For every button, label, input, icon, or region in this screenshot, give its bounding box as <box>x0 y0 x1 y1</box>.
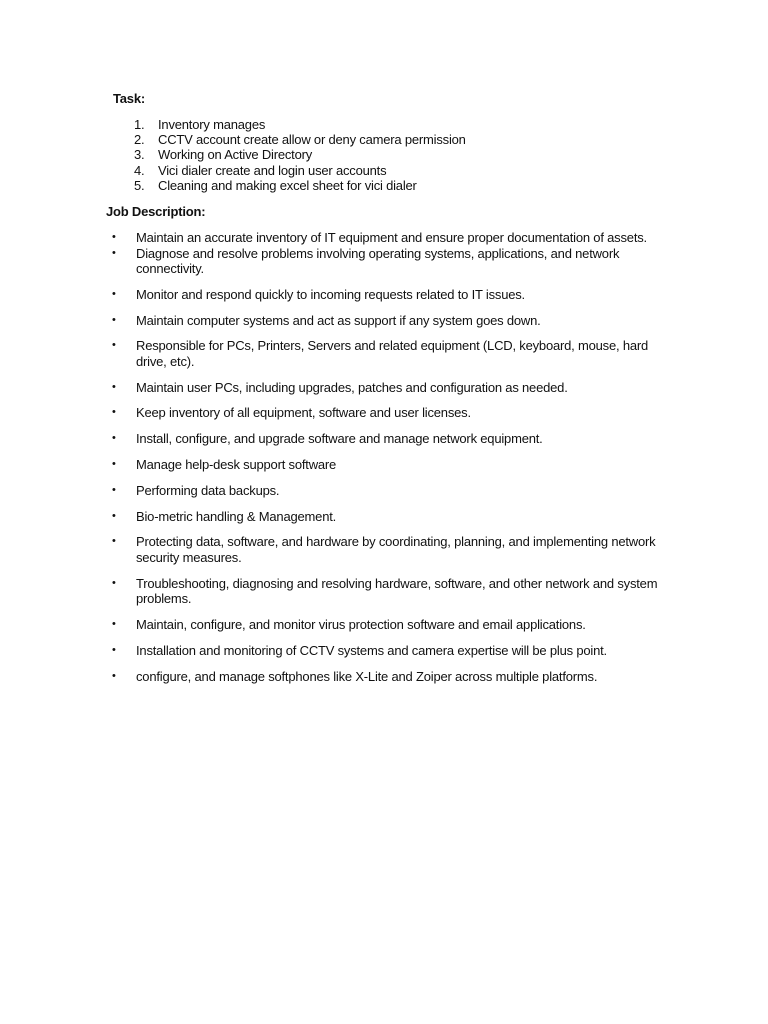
bullet-icon: • <box>112 618 116 631</box>
list-item-text: Performing data backups. <box>136 482 280 498</box>
list-item <box>110 576 670 607</box>
list-item <box>110 246 670 277</box>
bullet-icon: • <box>112 643 116 656</box>
bullet-icon: • <box>112 380 116 393</box>
task-list <box>134 117 466 193</box>
task-text: Cleaning and making excel sheet for vici dialer <box>158 177 417 193</box>
bullet-icon: • <box>112 458 116 471</box>
task-number: 5. <box>134 177 145 193</box>
list-item-text: Bio-metric handling & Management. <box>136 508 337 524</box>
list-item-text: Maintain computer systems and act as support if any system goes down. <box>136 312 541 328</box>
list-item-text: Monitor and respond quickly to incoming requests related to IT issues. <box>136 286 525 302</box>
list-item-text: Keep inventory of all equipment, software and user licenses. <box>136 405 471 421</box>
list-item <box>110 669 670 685</box>
task-text: Vici dialer create and login user accounts <box>158 162 387 178</box>
list-item <box>110 405 670 421</box>
task-number: 3. <box>134 147 145 163</box>
bullet-icon: • <box>112 669 116 682</box>
job-description-heading: Job Description: <box>106 204 206 219</box>
list-item <box>110 509 670 525</box>
list-item <box>110 338 670 369</box>
list-item-text: Maintain, configure, and monitor virus protection software and email applications. <box>136 617 586 633</box>
bullet-icon: • <box>112 313 116 326</box>
list-item <box>110 230 670 246</box>
list-item <box>110 313 670 329</box>
list-item <box>110 457 670 473</box>
bullet-icon: • <box>112 246 116 259</box>
bullet-icon: • <box>112 432 116 445</box>
list-item <box>110 534 670 565</box>
job-description-list <box>110 230 670 694</box>
list-item-text: Maintain user PCs, including upgrades, patches and configuration as needed. <box>136 379 568 395</box>
bullet-icon: • <box>112 483 116 496</box>
list-item-text: Responsible for PCs, Printers, Servers and related equipment (LCD, keyboard, mouse, hard drive, etc). <box>136 338 649 369</box>
task-number: 4. <box>134 162 145 178</box>
bullet-icon: • <box>112 287 116 300</box>
bullet-icon: • <box>112 339 116 352</box>
list-item-text: Diagnose and resolve problems involving operating systems, applications, and network connectivity. <box>136 245 620 276</box>
task-item <box>134 178 466 193</box>
task-item <box>134 147 466 162</box>
list-item-text: Protecting data, software, and hardware by coordinating, planning, and implementing network security measures. <box>136 534 656 565</box>
list-item <box>110 287 670 303</box>
list-item-text: Installation and monitoring of CCTV systems and camera expertise will be plus point. <box>136 642 607 658</box>
list-item <box>110 643 670 659</box>
task-heading: Task: <box>113 91 145 106</box>
list-item <box>110 380 670 396</box>
bullet-icon: • <box>112 231 116 243</box>
task-text: CCTV account create allow or deny camera permission <box>158 132 466 148</box>
task-item <box>134 163 466 178</box>
bullet-icon: • <box>112 576 116 589</box>
list-item-text: configure, and manage softphones like X-Lite and Zoiper across multiple platforms. <box>136 668 598 684</box>
list-item-text: Maintain an accurate inventory of IT equipment and ensure proper documentation of assets. <box>136 230 647 245</box>
list-item <box>110 617 670 633</box>
list-item <box>110 431 670 447</box>
list-item <box>110 483 670 499</box>
task-text: Working on Active Directory <box>158 147 313 163</box>
bullet-icon: • <box>112 535 116 548</box>
list-item-text: Troubleshooting, diagnosing and resolving hardware, software, and other network and system problems. <box>136 575 658 607</box>
task-item <box>134 132 466 147</box>
task-text: Inventory manages <box>158 117 266 132</box>
bullet-icon: • <box>112 509 116 522</box>
task-number: 1. <box>134 117 145 132</box>
task-item <box>134 117 466 132</box>
list-item-text: Manage help-desk support software <box>136 457 337 473</box>
bullet-icon: • <box>112 406 116 419</box>
list-item-text: Install, configure, and upgrade software and manage network equipment. <box>136 431 543 447</box>
task-number: 2. <box>134 132 145 148</box>
